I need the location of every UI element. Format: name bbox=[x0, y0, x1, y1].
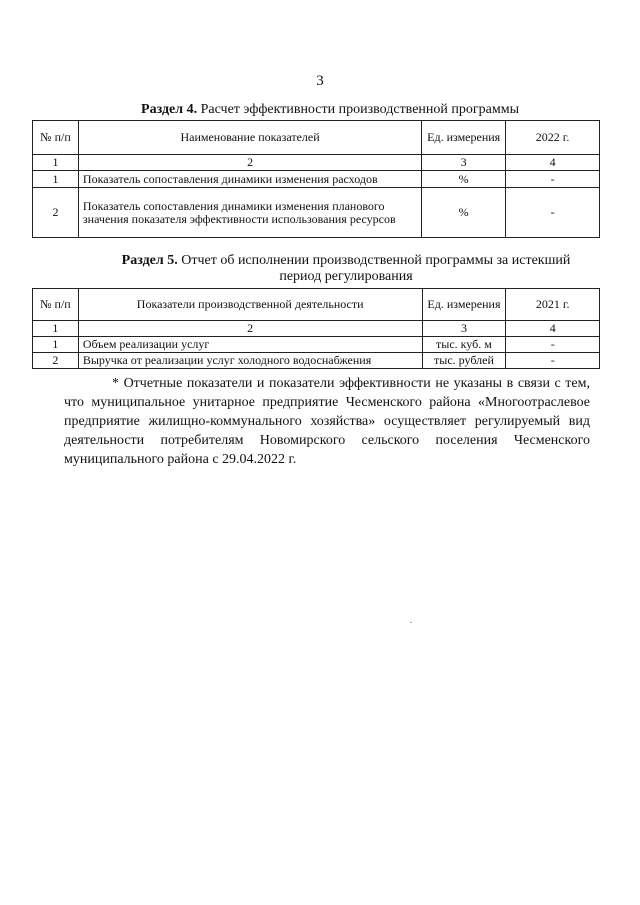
row-unit: % bbox=[422, 188, 506, 238]
row-number: 1 bbox=[33, 337, 79, 353]
col-number-2: 2 bbox=[78, 155, 421, 171]
table-header-row bbox=[33, 289, 600, 321]
col-number-1: 1 bbox=[33, 321, 79, 337]
col-number-1: 1 bbox=[33, 155, 79, 171]
footnote: * Отчетные показатели и показатели эффективности не указаны в связи с тем, что муниципальное унитарное предприятие Чесменского района «Многоотраслевое предприятие жилищно-коммунального хозяйства» осуществляет регулируемый вид деятельности потребителям Новомирского сельского поселения Чесменского муниципального района с 29.04.2022 г. bbox=[64, 376, 590, 467]
header-unit: Ед. измерения bbox=[422, 289, 506, 321]
page-number: 3 bbox=[316, 73, 324, 89]
row-name: Объем реализации услуг bbox=[78, 337, 422, 353]
scan-speck bbox=[410, 622, 412, 623]
row-name: Выручка от реализации услуг холодного водоснабжения bbox=[78, 353, 422, 369]
table-numbering-row bbox=[33, 321, 600, 337]
col-number-2: 2 bbox=[78, 321, 422, 337]
table-row bbox=[33, 337, 600, 353]
row-unit: тыс. куб. м bbox=[422, 337, 506, 353]
col-number-4: 4 bbox=[506, 321, 600, 337]
section4-title-bold: Раздел 4. bbox=[141, 102, 198, 117]
col-number-4: 4 bbox=[506, 155, 600, 171]
header-indicator-name: Показатели производственной деятельности bbox=[78, 289, 422, 321]
row-unit: % bbox=[422, 171, 506, 188]
section5-title-rest: Отчет об исполнении производственной программы за истекший период регулирования bbox=[177, 253, 571, 284]
table-header-row bbox=[33, 121, 600, 155]
section5-table bbox=[32, 288, 600, 369]
row-number: 2 bbox=[33, 353, 79, 369]
table-row bbox=[33, 353, 600, 369]
header-unit: Ед. измерения bbox=[422, 121, 506, 155]
row-number: 2 bbox=[33, 188, 79, 238]
header-year: 2022 г. bbox=[506, 121, 600, 155]
section4-table bbox=[32, 120, 600, 238]
row-value: - bbox=[506, 188, 600, 238]
section4-title-rest: Расчет эффективности производственной программы bbox=[197, 102, 519, 117]
col-number-3: 3 bbox=[422, 155, 506, 171]
row-name: Показатель сопоставления динамики изменения планового значения показателя эффективности использования ресурсов bbox=[78, 188, 421, 238]
table-row bbox=[33, 188, 600, 238]
row-value: - bbox=[506, 337, 600, 353]
header-number: № п/п bbox=[33, 289, 79, 321]
header-number: № п/п bbox=[33, 121, 79, 155]
header-indicator-name: Наименование показателей bbox=[78, 121, 421, 155]
row-value: - bbox=[506, 171, 600, 188]
row-unit: тыс. рублей bbox=[422, 353, 506, 369]
section4-title bbox=[60, 102, 600, 118]
row-number: 1 bbox=[33, 171, 79, 188]
section5-title-bold: Раздел 5. bbox=[121, 253, 178, 268]
section5-title bbox=[110, 253, 582, 285]
table-row bbox=[33, 171, 600, 188]
header-year: 2021 г. bbox=[506, 289, 600, 321]
col-number-3: 3 bbox=[422, 321, 506, 337]
row-value: - bbox=[506, 353, 600, 369]
table-numbering-row bbox=[33, 155, 600, 171]
row-name: Показатель сопоставления динамики изменения расходов bbox=[78, 171, 421, 188]
